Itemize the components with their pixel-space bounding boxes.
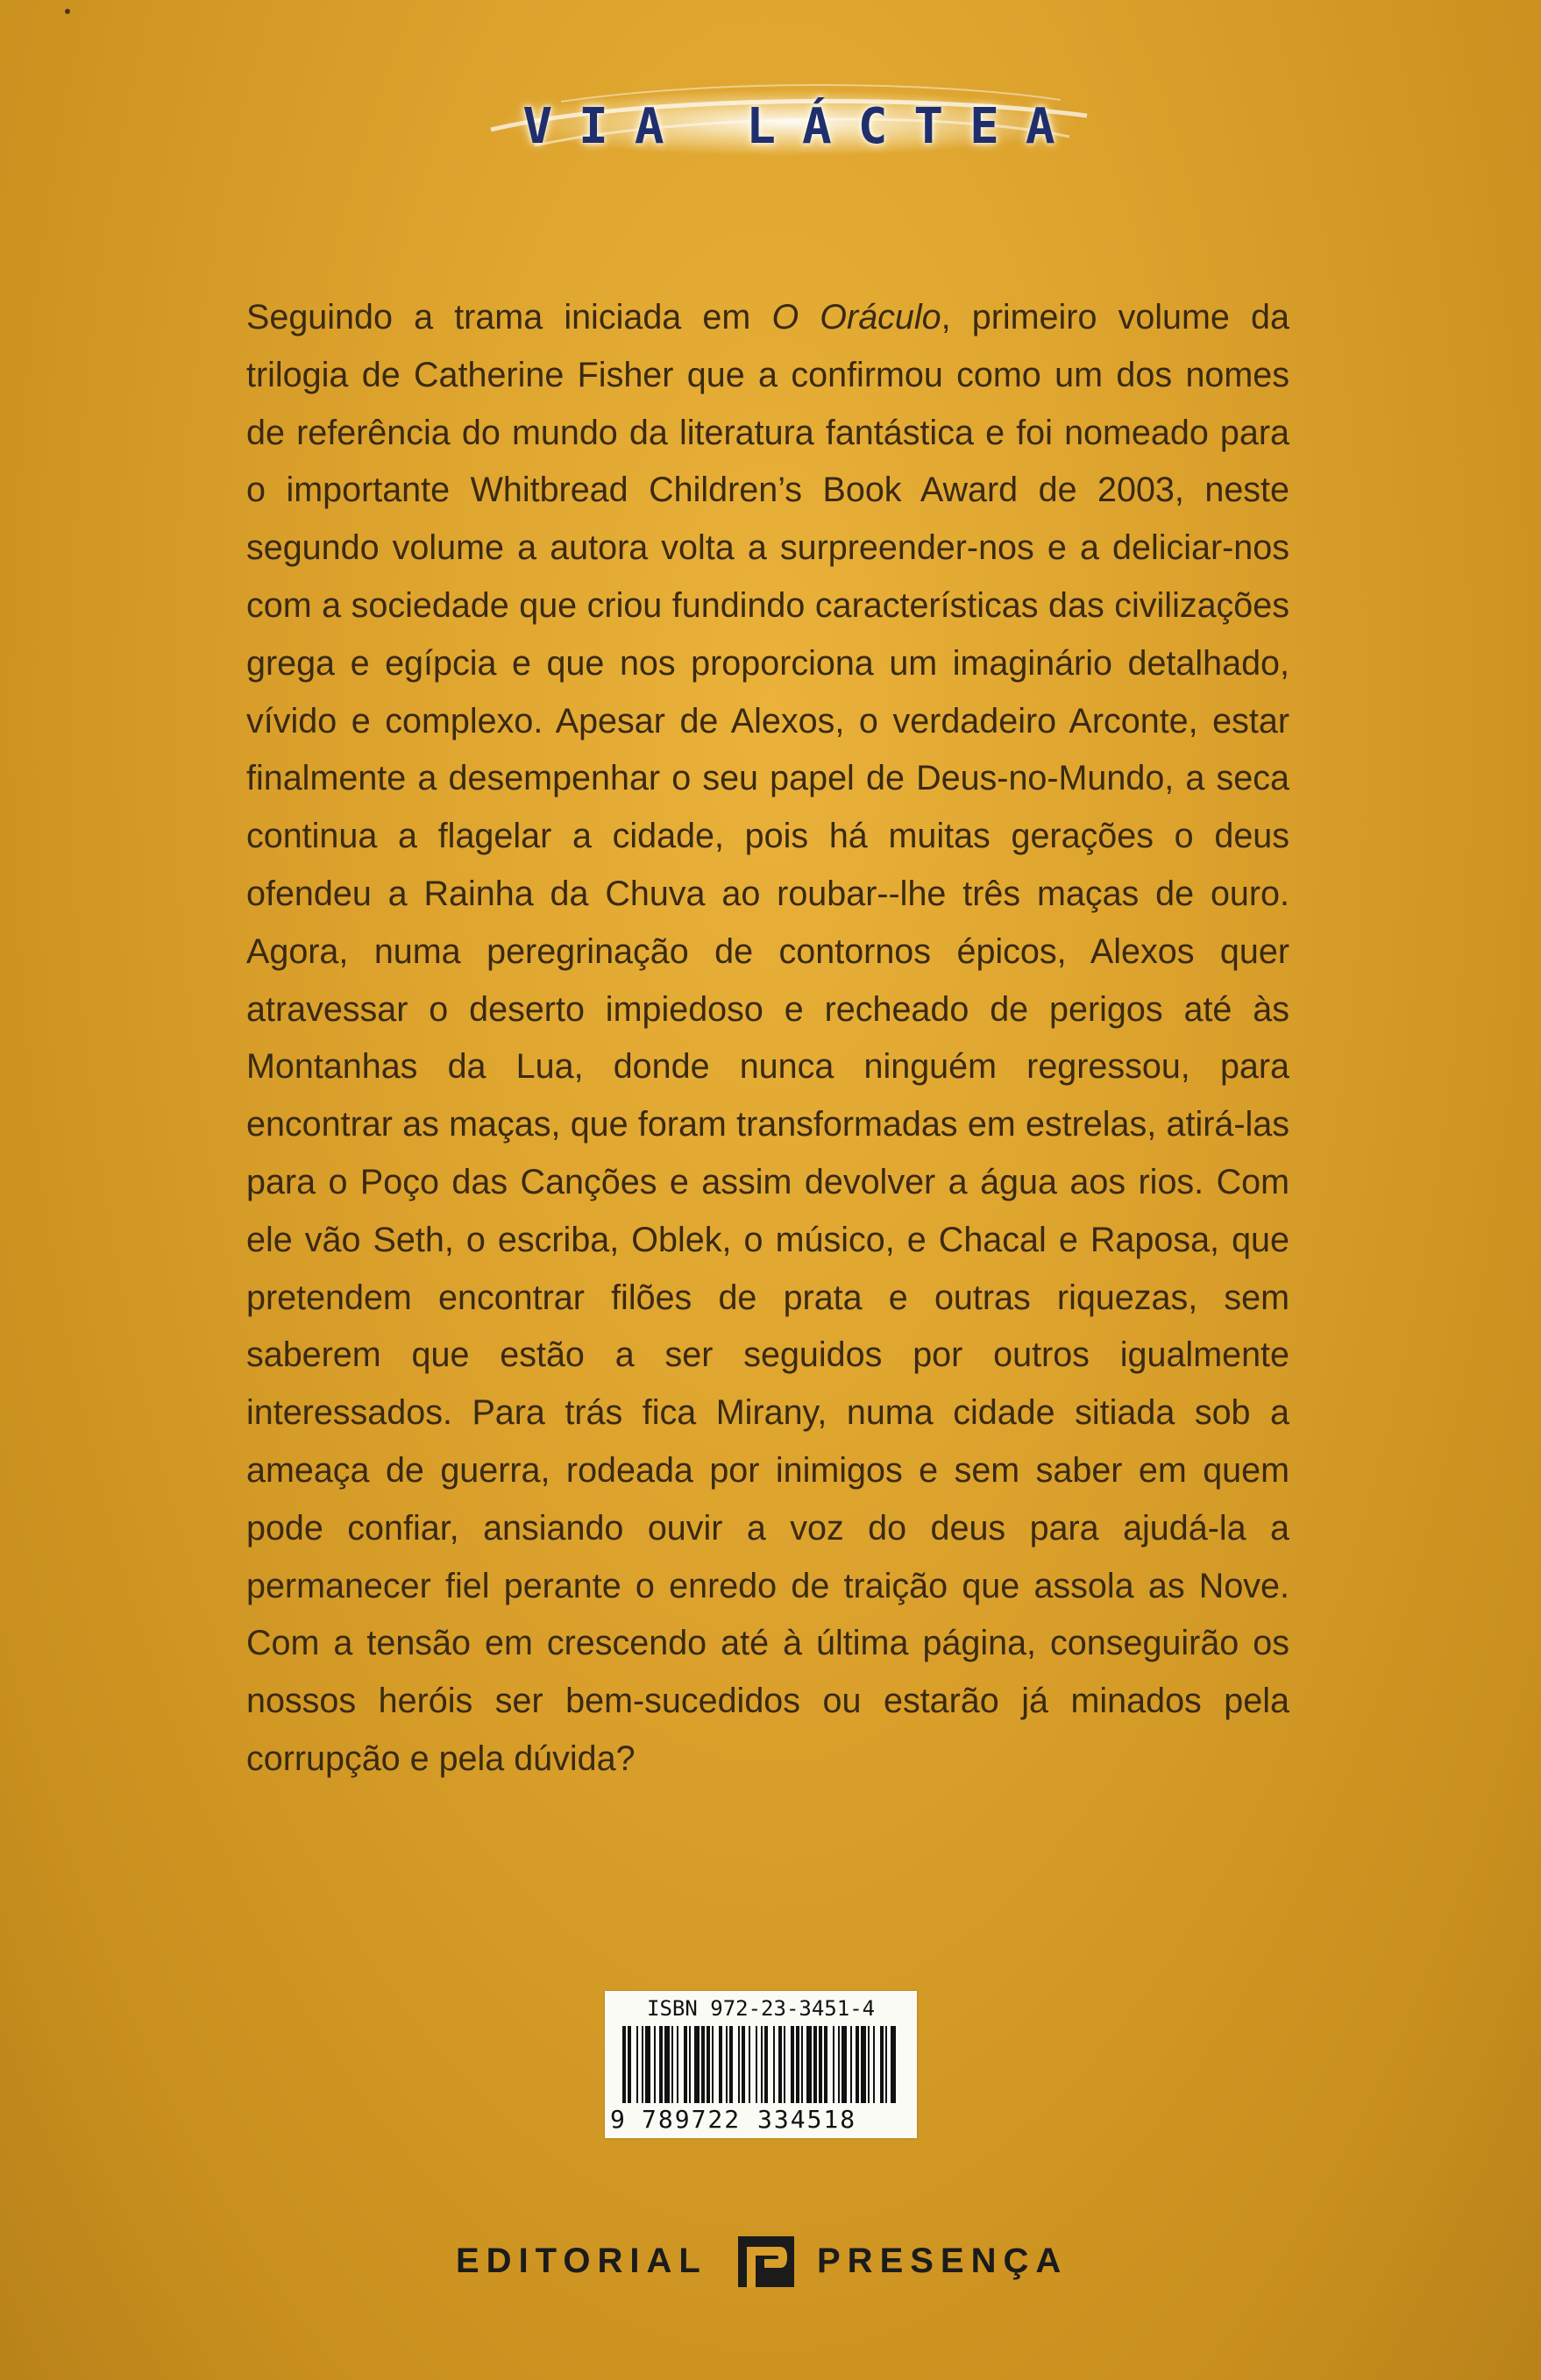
book-title-reference: O Oráculo [771, 298, 941, 336]
isbn-number: ISBN 972-23-3451-4 [647, 1996, 876, 2021]
publisher-imprint [456, 2231, 1087, 2292]
isbn-barcode-label [605, 1991, 917, 2138]
blurb-intro: Seguindo a trama iniciada em [246, 298, 772, 336]
publisher-name-left: EDITORIAL [456, 2242, 707, 2280]
blurb-text: , primeiro volume da trilogia de Catherine Fisher que a confirmou como um dos nomes de referência do mundo da literatura fantástica e foi nomeado para o importante Whitbread Children’s Book Award de 2003, neste segundo volume a autora volta a surpreender-nos e a deliciar-nos com a sociedade que criou fundindo características das civilizações grega e egípcia e que nos proporciona um imaginário detalhado, vívido e complexo. Apesar de Alexos, o verdadeiro Arconte, estar finalmente a desempenhar o seu papel de Deus-no-Mundo, a seca continua a flagelar a cidade, pois há muitas gerações o deus ofendeu a Rainha da Chuva ao roubar--lhe três maças de ouro. Agora, numa peregrinação de contornos épicos, Alexos quer atravessar o deserto impiedoso e recheado de perigos até às Montanhas da Lua, donde nunca ninguém regressou, para encontrar as maças, que foram transformadas em estrelas, atirá-las para o Poço das Canções e assim devolver a água aos rios. Com ele vão Seth, o escriba, Oblek, o músico, e Chacal e Raposa, que pretendem encontrar filões de prata e outras riquezas, sem saberem que estão a ser seguidos por outros igualmente interessados. Para trás fica Mirany, numa cidade sitiada sob a ameaça de guerra, rodeada por inimigos e sem saber em quem pode confiar, ansiando ouvir a voz do deus para ajudá-la a permanecer fiel perante o enredo de traição que assola as Nove. Com a tensão em crescendo até à última página, conseguirão os nossos heróis ser bem-sucedidos ou estarão já minados pela corrupção e pela dúvida? [246, 298, 1289, 1778]
publisher-logo-icon [735, 2231, 798, 2292]
barcode-digits: 789722 334518 [642, 2105, 857, 2134]
publisher-name-right: PRESENÇA [817, 2242, 1069, 2280]
barcode-icon [619, 2026, 903, 2107]
series-title: VIA LÁCTEA [522, 98, 1082, 155]
series-header [456, 61, 1122, 193]
back-cover-blurb [246, 289, 1289, 1789]
print-speck [65, 9, 70, 14]
barcode-lead-digit: 9 [610, 2105, 625, 2134]
